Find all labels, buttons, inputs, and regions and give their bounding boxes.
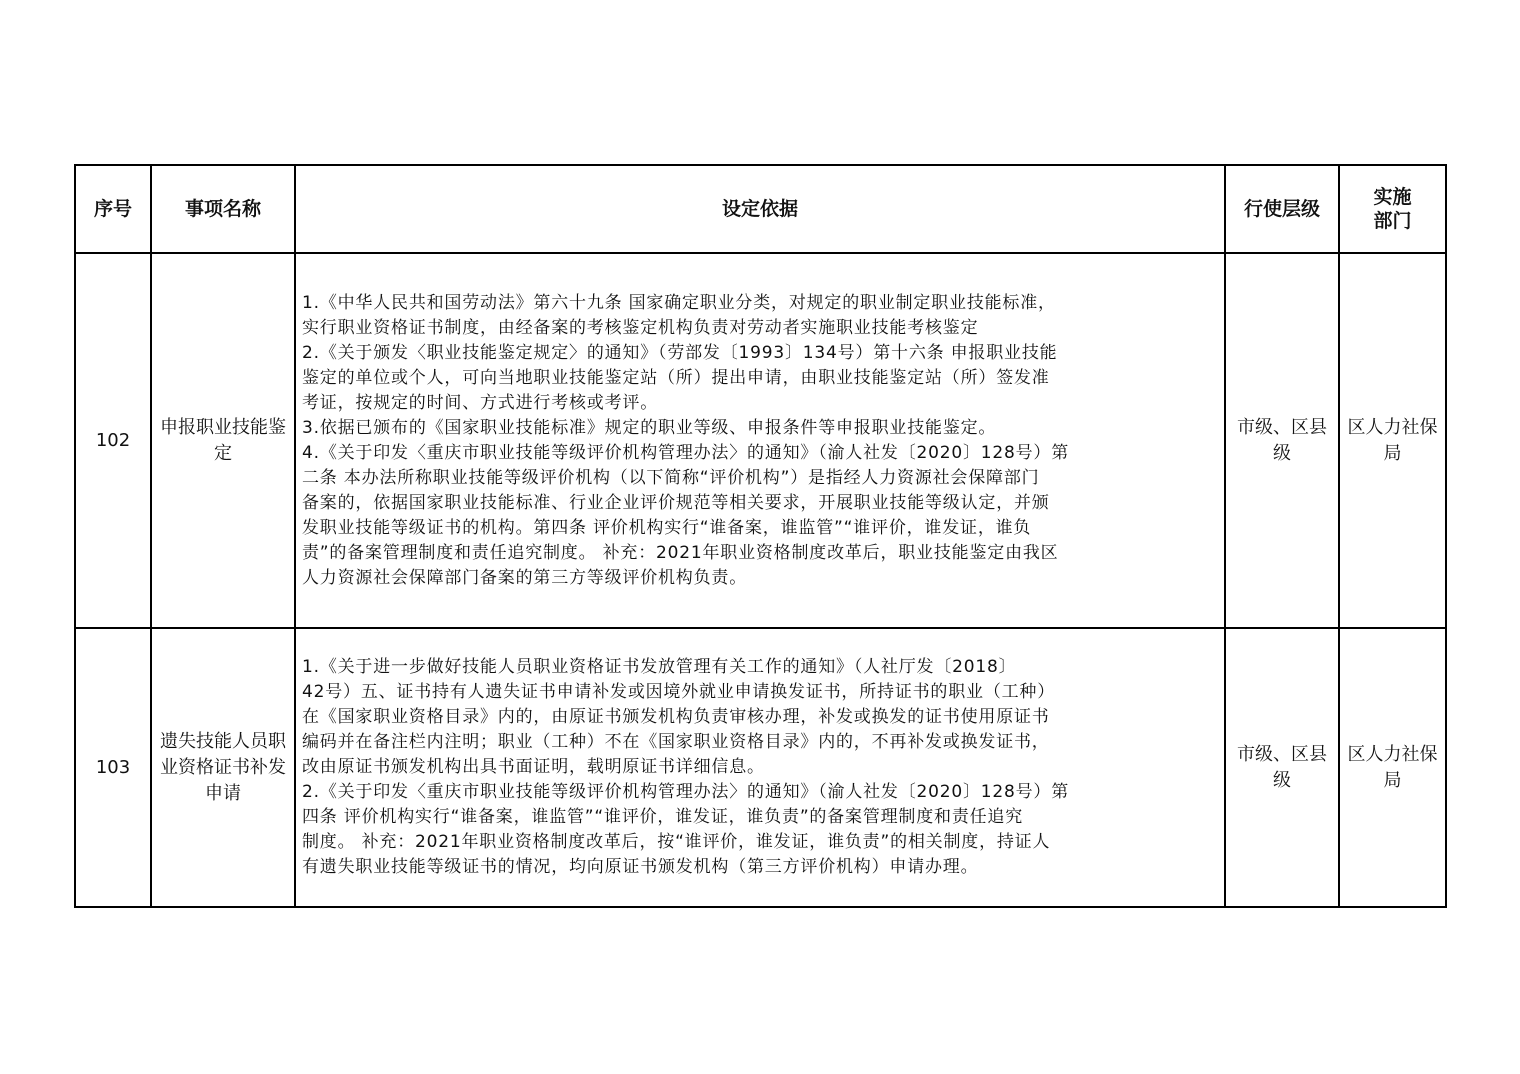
basis-line: 3.依据已颁布的《国家职业技能标准》规定的职业等级、申报条件等申报职业技能鉴定。 (302, 417, 997, 438)
row-level-cell (1225, 253, 1339, 628)
basis-line: 发职业技能等级证书的机构。第四条 评价机构实行“谁备案，谁监管”“谁评价，谁发证，谁负 (302, 517, 1032, 538)
row-name-cell (151, 628, 295, 907)
row-basis (295, 253, 1225, 628)
basis-line: 备案的，依据国家职业技能标准、行业企业评价规范等相关要求，开展职业技能等级认定，并颁 (302, 492, 1050, 513)
header-dept (1339, 165, 1446, 253)
header-basis: 设定依据 (295, 165, 1225, 253)
row-name: 遗失技能人员职业资格证书补发申请 (160, 730, 286, 804)
basis-line: 二条 本办法所称职业技能等级评价机构（以下简称“评价机构”）是指经人力资源社会保障部门 (302, 467, 1040, 488)
row-dept: 区人力社保局 (1347, 743, 1438, 791)
basis-line: 42号）五、证书持有人遗失证书申请补发或因境外就业申请换发证书，所持证书的职业（工种） (302, 682, 1056, 702)
basis-line: 1.《关于进一步做好技能人员职业资格证书发放管理有关工作的通知》（人社厅发〔2018〕 (302, 657, 1017, 677)
header-dept-line2: 部门 (1373, 210, 1412, 232)
row-seq: 102 (75, 253, 151, 628)
basis-line: 鉴定的单位或个人，可向当地职业技能鉴定站（所）提出申请，由职业技能鉴定站（所）签发准 (302, 367, 1050, 388)
header-dept-line1: 实施 (1373, 186, 1412, 208)
header-name: 事项名称 (151, 165, 295, 253)
row-dept: 区人力社保局 (1347, 416, 1438, 464)
basis-line: 制度。 补充：2021年职业资格制度改革后，按“谁评价，谁发证，谁负责”的相关制度，持证人 (302, 832, 1051, 852)
row-dept-cell (1339, 253, 1446, 628)
basis-line: 考证，按规定的时间、方式进行考核或考评。 (302, 392, 658, 413)
basis-line: 4.《关于印发〈重庆市职业技能等级评价机构管理办法〉的通知》（渝人社发〔2020〕128号）第 (302, 442, 1070, 463)
basis-line: 责”的备案管理制度和责任追究制度。 补充：2021年职业资格制度改革后，职业技能鉴定由我区 (302, 542, 1059, 563)
basis-line: 四条 评价机构实行“谁备案，谁监管”“谁评价，谁发证，谁负责”的备案管理制度和责任追究 (302, 807, 1024, 827)
header-row (75, 165, 1446, 253)
row-level: 市级、区县级 (1237, 743, 1327, 791)
basis-line: 2.《关于颁发〈职业技能鉴定规定〉的通知》（劳部发〔1993〕134号）第十六条 申报职业技能 (302, 342, 1058, 363)
header-seq: 序号 (75, 165, 151, 253)
table-row (75, 253, 1446, 628)
row-level-cell (1225, 628, 1339, 907)
items-table (74, 164, 1447, 908)
basis-line: 改由原证书颁发机构出具书面证明，载明原证书详细信息。 (302, 757, 765, 777)
basis-line: 编码并在备注栏内注明；职业（工种）不在《国家职业资格目录》内的，不再补发或换发证书， (302, 732, 1050, 752)
row-name: 申报职业技能鉴定 (160, 416, 286, 464)
row-basis (295, 628, 1225, 907)
table-row (75, 628, 1446, 907)
basis-line: 在《国家职业资格目录》内的，由原证书颁发机构负责审核办理，补发或换发的证书使用原证书 (302, 707, 1050, 727)
basis-line: 有遗失职业技能等级证书的情况，均向原证书颁发机构（第三方评价机构）申请办理。 (302, 857, 979, 877)
row-name-cell (151, 253, 295, 628)
header-level: 行使层级 (1225, 165, 1339, 253)
row-level: 市级、区县级 (1237, 416, 1327, 464)
row-dept-cell (1339, 628, 1446, 907)
basis-line: 1.《中华人民共和国劳动法》第六十九条 国家确定职业分类，对规定的职业制定职业技能标准， (302, 292, 1056, 313)
row-seq: 103 (75, 628, 151, 907)
basis-line: 人力资源社会保障部门备案的第三方等级评价机构负责。 (302, 567, 747, 588)
basis-line: 2.《关于印发〈重庆市职业技能等级评价机构管理办法〉的通知》（渝人社发〔2020〕128号）第 (302, 782, 1070, 802)
basis-line: 实行职业资格证书制度，由经备案的考核鉴定机构负责对劳动者实施职业技能考核鉴定 (302, 317, 979, 338)
